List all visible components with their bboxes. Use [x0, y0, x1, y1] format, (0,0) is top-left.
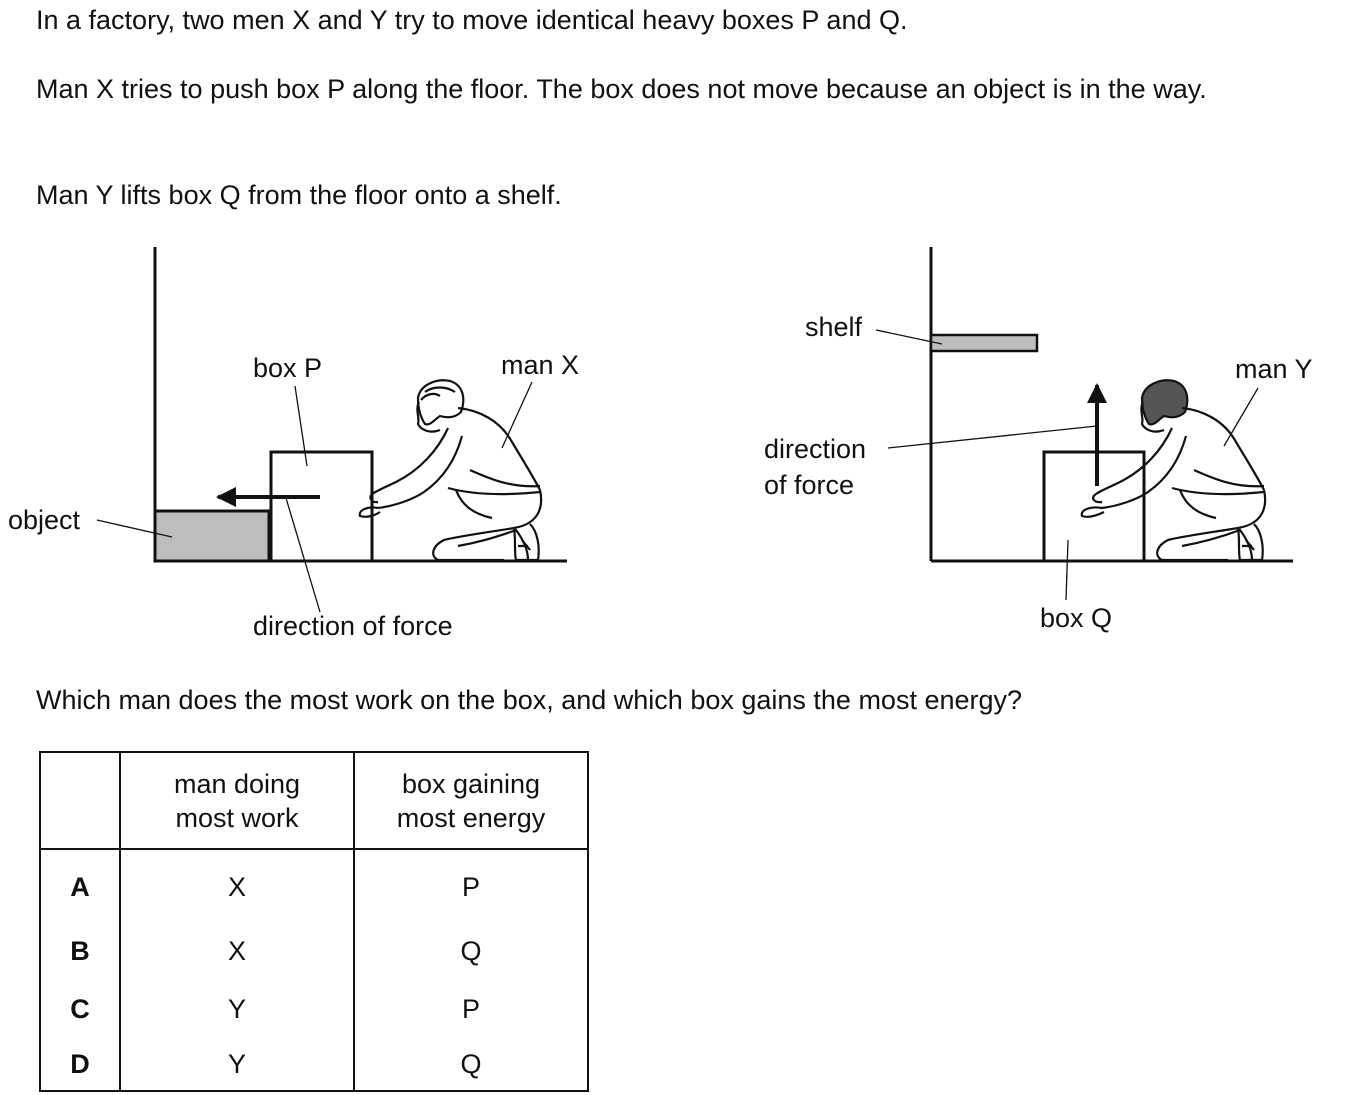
man-x-text: Man X tries to push box P along the floor. The box does not move because an object is in the way. — [36, 74, 1207, 104]
header-blank — [40, 752, 120, 849]
box-p — [271, 452, 372, 561]
option-key: A — [40, 849, 120, 922]
object-block — [155, 511, 269, 561]
box-q-label: box Q — [1040, 603, 1113, 633]
shelf — [931, 335, 1037, 351]
man-y-label: man Y — [1235, 354, 1313, 384]
option-box: P — [461, 993, 480, 1024]
table-row — [40, 980, 588, 1038]
option-box: Q — [460, 935, 482, 966]
header-box-gaining-most-energy — [354, 752, 588, 849]
option-man: Y — [120, 980, 354, 1038]
shelf-label: shelf — [805, 312, 863, 342]
intro-text: In a factory, two men X and Y try to move identical heavy boxes P and Q. — [36, 5, 908, 35]
man-y-leader — [1224, 388, 1258, 446]
man-x-figure — [360, 380, 541, 560]
option-key: C — [40, 980, 120, 1038]
answer-table — [39, 751, 589, 1092]
header-man-doing-most-work — [120, 752, 354, 849]
man-x-label: man X — [501, 350, 580, 380]
header-col1-line2: most work — [175, 802, 299, 833]
option-box: P — [461, 871, 480, 902]
man-y-text: Man Y lifts box Q from the floor onto a shelf. — [36, 180, 562, 210]
header-col2-line1: box gaining — [401, 768, 541, 799]
table-row — [40, 849, 588, 922]
table-row — [40, 1038, 588, 1091]
force-right-label-line2: of force — [764, 470, 855, 500]
option-box: Q — [460, 1048, 482, 1079]
header-col2-line2: most energy — [396, 802, 546, 833]
option-key: B — [40, 922, 120, 980]
option-man: Y — [120, 1038, 354, 1091]
option-key: D — [40, 1038, 120, 1091]
box-p-label: box P — [253, 353, 323, 383]
force-right-leader — [888, 426, 1097, 448]
option-man: X — [120, 849, 354, 922]
right-diagram — [876, 247, 1293, 600]
man-x-leader — [502, 382, 532, 448]
table-header-row — [40, 752, 588, 849]
force-right-label-line1: direction — [764, 434, 867, 464]
object-label: object — [8, 505, 81, 535]
force-left-label: direction of force — [253, 611, 453, 641]
option-man: X — [120, 922, 354, 980]
left-diagram — [97, 247, 567, 612]
table-row — [40, 922, 588, 980]
header-col1-line1: man doing — [173, 768, 301, 799]
question-prompt: Which man does the most work on the box, and which box gains the most energy? — [36, 685, 1023, 715]
